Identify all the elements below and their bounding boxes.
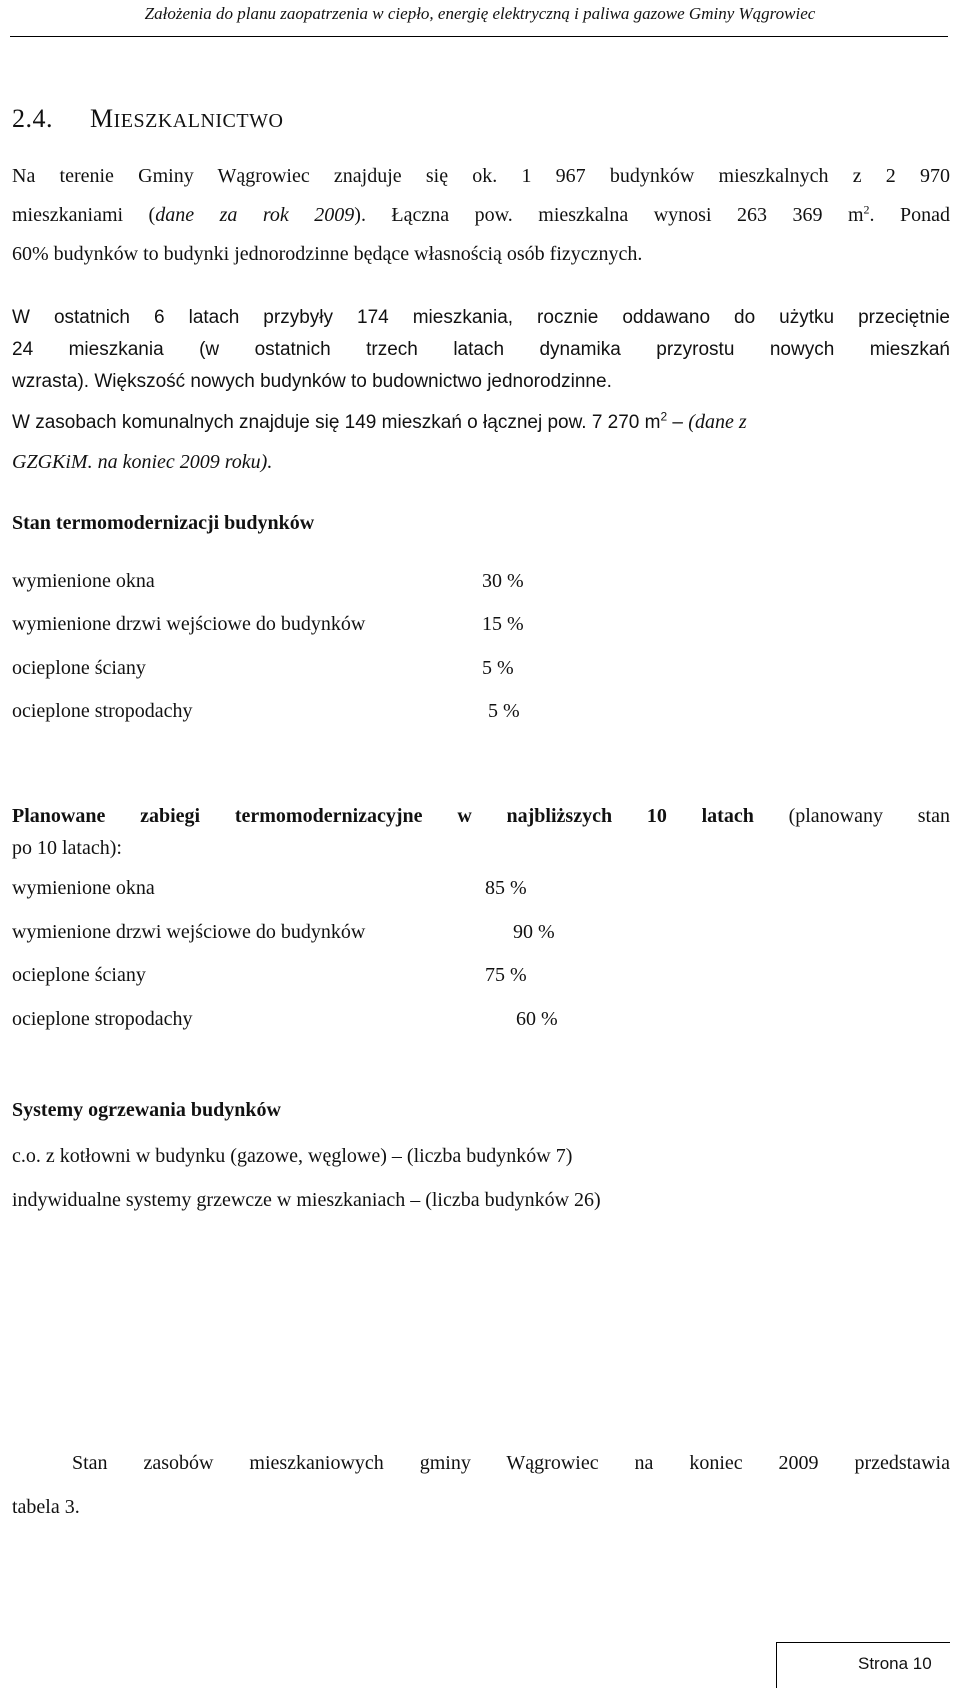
recent-line-2: 24 mieszkania (w ostatnich trzech latach dynamika przyrostu nowych mieszkań bbox=[12, 339, 950, 360]
thermo-planned-label: wymienione drzwi wejściowe do budynków bbox=[12, 921, 366, 943]
closing-line-2: tabela 3. bbox=[12, 1496, 80, 1518]
footer-divider-vertical bbox=[776, 1642, 777, 1688]
thermo-current-value: 5 % bbox=[488, 700, 520, 722]
heating-line-1: c.o. z kotłowni w budynku (gazowe, węglowe) – (liczba budynków 7) bbox=[12, 1145, 573, 1167]
intro-line-2-c: . Ponad bbox=[869, 204, 951, 226]
intro-line-2-a: mieszkaniami ( bbox=[12, 204, 156, 226]
thermo-planned-value: 85 % bbox=[485, 877, 527, 899]
recent-line-4-italic: (dane z bbox=[688, 411, 747, 433]
section-heading bbox=[12, 104, 283, 134]
header-divider bbox=[10, 36, 948, 37]
thermo-current-row bbox=[12, 657, 146, 680]
thermo-planned-label: ocieplone ściany bbox=[12, 964, 146, 986]
recent-line-4-sup: 2 bbox=[660, 409, 668, 424]
thermo-current-value: 15 % bbox=[482, 613, 524, 635]
page-number: Strona 10 bbox=[858, 1654, 932, 1673]
thermo-planned-row bbox=[12, 964, 146, 987]
recent-line-4-a: W zasobach komunalnych znajduje się 149 mieszkań o łącznej pow. 7 270 m bbox=[12, 412, 661, 433]
thermo-current-label: ocieplone stropodachy bbox=[12, 700, 193, 722]
section-number: 2.4. bbox=[12, 104, 53, 133]
thermo-planned-value: 75 % bbox=[485, 964, 527, 986]
thermo-current-value: 30 % bbox=[482, 570, 524, 592]
intro-line-1: Na terenie Gminy Wągrowiec znajduje się ok. 1 967 budynków mieszkalnych z 2 970 bbox=[12, 165, 950, 187]
thermo-current-row bbox=[12, 570, 155, 593]
thermo-planned-value: 60 % bbox=[516, 1008, 558, 1030]
thermo-planned-row bbox=[12, 1008, 193, 1031]
thermo-current-label: wymienione okna bbox=[12, 570, 155, 592]
thermo-planned-label: wymienione okna bbox=[12, 877, 155, 899]
thermo-planned-heading-line-2: po 10 latach): bbox=[12, 837, 122, 859]
closing-line-1: Stan zasobów mieszkaniowych gminy Wągrowiec na koniec 2009 przedstawia bbox=[72, 1452, 950, 1474]
recent-line-5 bbox=[12, 446, 950, 478]
heating-line-2: indywidualne systemy grzewcze w mieszkaniach – (liczba budynków 26) bbox=[12, 1189, 601, 1211]
thermo-planned-row bbox=[12, 877, 155, 900]
thermo-planned-row bbox=[12, 921, 365, 944]
heating-heading: Systemy ogrzewania budynków bbox=[12, 1099, 281, 1121]
section-title-rest: IESZKALNICTWO bbox=[113, 110, 284, 132]
intro-line-2-italic: dane za rok 2009 bbox=[155, 204, 355, 226]
thermo-current-row bbox=[12, 700, 193, 723]
thermo-planned-heading-rest: (planowany stan bbox=[753, 805, 950, 827]
recent-line-3: wzrasta). Większość nowych budynków to budownictwo jednorodzinne. bbox=[12, 371, 612, 392]
intro-line-2-sup: 2 bbox=[863, 202, 870, 217]
thermo-current-value: 5 % bbox=[482, 657, 514, 679]
intro-line-3: 60% budynków to budynki jednorodzinne będące własnością osób fizycznych. bbox=[12, 243, 643, 265]
thermo-current-heading: Stan termomodernizacji budynków bbox=[12, 512, 315, 534]
thermo-planned-heading-bold: Planowane zabiegi termomodernizacyjne w najbliższych 10 latach bbox=[12, 805, 754, 827]
thermo-current-label: wymienione drzwi wejściowe do budynków bbox=[12, 613, 366, 635]
running-header: Założenia do planu zaopatrzenia w ciepło, energię elektryczną i paliwa gazowe Gminy Wągrowiec bbox=[144, 4, 816, 23]
thermo-planned-heading bbox=[12, 800, 950, 832]
section-title-initial: M bbox=[90, 104, 114, 133]
footer-divider bbox=[776, 1642, 950, 1643]
intro-line-2-b: ). Łączna pow. mieszkalna wynosi 263 369 m bbox=[354, 204, 864, 226]
thermo-current-row bbox=[12, 613, 365, 636]
recent-line-1: W ostatnich 6 latach przybyły 174 mieszkania, rocznie oddawano do użytku przeciętnie bbox=[12, 307, 950, 328]
thermo-current-label: ocieplone ściany bbox=[12, 657, 146, 679]
recent-line-4-b: – bbox=[667, 412, 689, 433]
thermo-planned-label: ocieplone stropodachy bbox=[12, 1008, 193, 1030]
intro-line-2 bbox=[12, 199, 950, 231]
thermo-planned-value: 90 % bbox=[513, 921, 555, 943]
recent-line-4 bbox=[12, 406, 950, 439]
recent-line-5-italic: GZGKiM. na koniec 2009 roku). bbox=[12, 451, 273, 473]
